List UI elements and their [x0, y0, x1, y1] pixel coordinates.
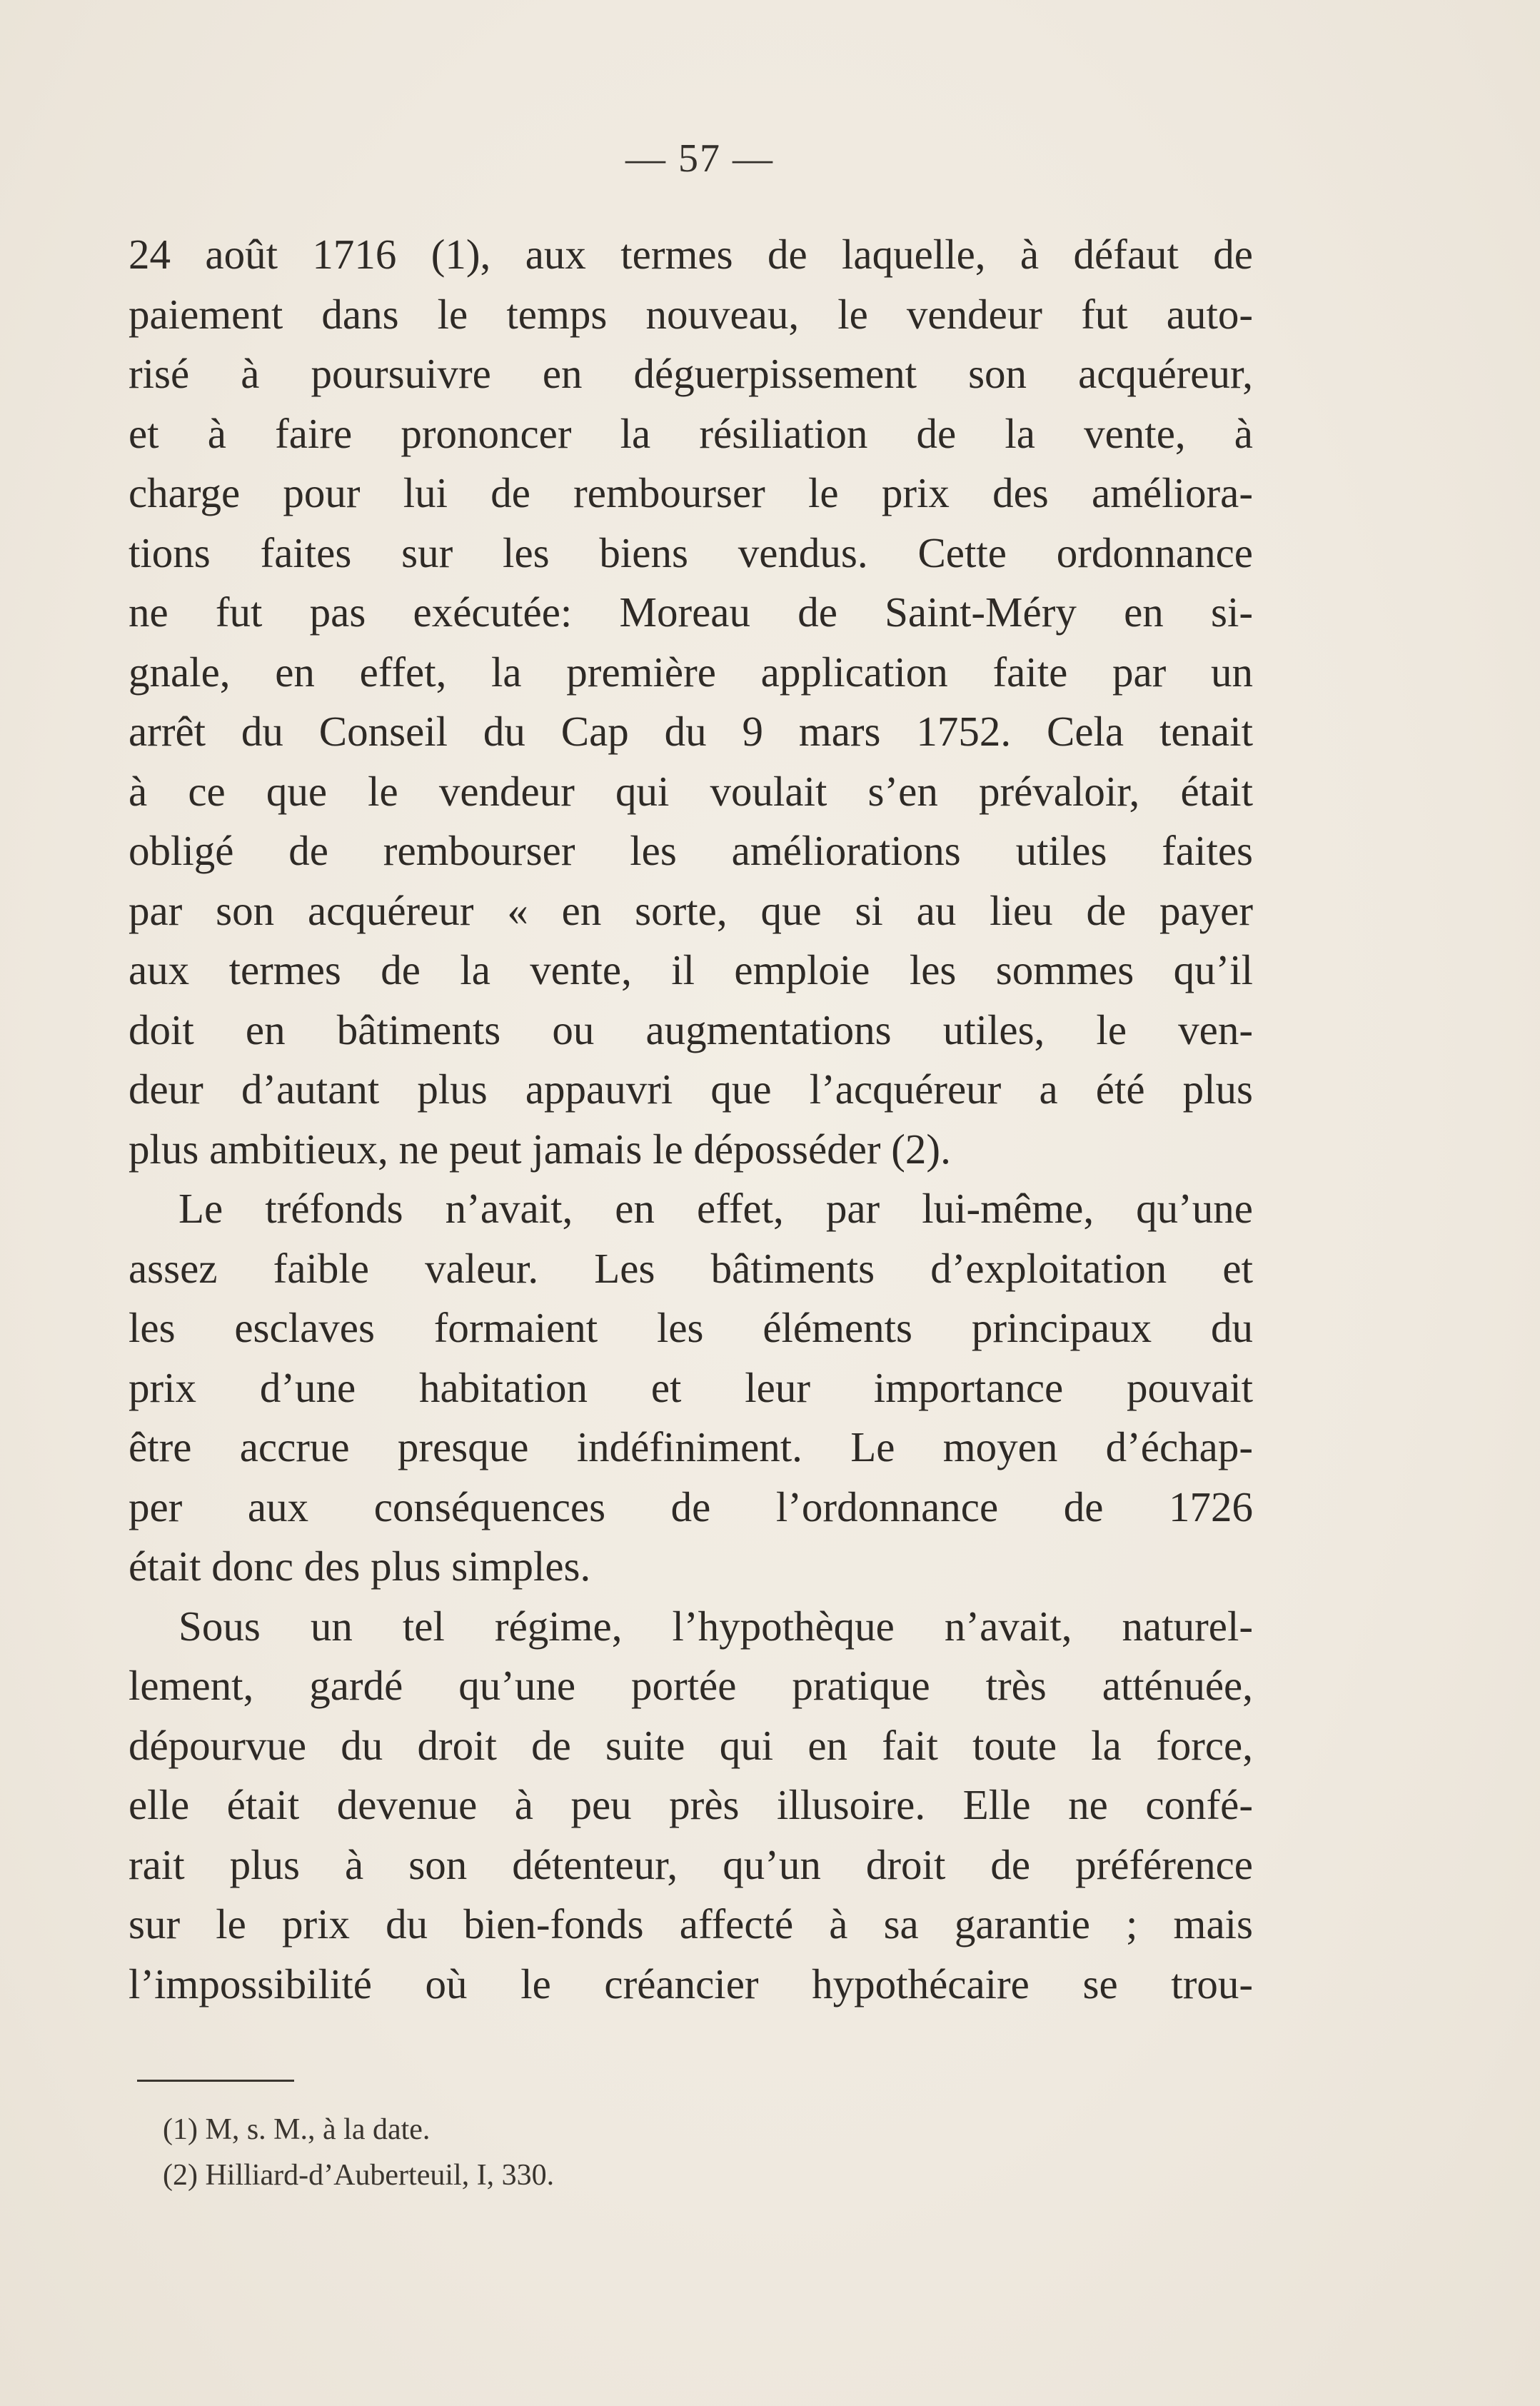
text-line: rait plus à son détenteur, qu’un droit de préférence: [129, 1840, 1253, 1888]
text-line: Sous un tel régime, l’hypothèque n’avait, naturel-: [178, 1602, 1253, 1650]
text-line: per aux conséquences de l’ordonnance de 1726: [129, 1483, 1253, 1530]
footnote: (2) Hilliard-d’Auberteuil, I, 330.: [163, 2159, 555, 2192]
text-line: prix d’une habitation et leur importance pouvait: [129, 1363, 1253, 1411]
text-line: lement, gardé qu’une portée pratique très atténuée,: [129, 1662, 1253, 1709]
text-line: à ce que le vendeur qui voulait s’en prévaloir, était: [129, 767, 1253, 815]
text-line: dépourvue du droit de suite qui en fait toute la force,: [129, 1721, 1253, 1769]
page-number: — 57 —: [625, 136, 774, 181]
text-line: être accrue presque indéfiniment. Le moyen d’échap-: [129, 1423, 1253, 1470]
text-line: l’impossibilité où le créancier hypothécaire se trou-: [129, 1960, 1253, 2007]
text-line: ne fut pas exécutée: Moreau de Saint-Méry en si-: [129, 588, 1253, 636]
text-line: arrêt du Conseil du Cap du 9 mars 1752. Cela tenait: [129, 708, 1253, 755]
text-line: les esclaves formaient les éléments principaux du: [129, 1304, 1253, 1351]
text-line: assez faible valeur. Les bâtiments d’exploitation et: [129, 1244, 1253, 1292]
text-line: elle était devenue à peu près illusoire. Elle ne confé-: [129, 1781, 1253, 1828]
text-line: charge pour lui de rembourser le prix des améliora-: [129, 469, 1253, 516]
text-line: tions faites sur les biens vendus. Cette ordonnance: [129, 528, 1253, 576]
text-line: doit en bâtiments ou augmentations utiles, le ven-: [129, 1006, 1253, 1053]
text-line: deur d’autant plus appauvri que l’acquéreur a été plus: [129, 1066, 1253, 1113]
text-line: Le tréfonds n’avait, en effet, par lui-même, qu’une: [178, 1185, 1253, 1232]
text-line: risé à poursuivre en déguerpissement son acquéreur,: [129, 350, 1253, 397]
text-line: plus ambitieux, ne peut jamais le déposséder (2).: [129, 1125, 951, 1173]
footnote-rule: [137, 2080, 294, 2082]
text-line: 24 août 1716 (1), aux termes de laquelle, à défaut de: [129, 231, 1253, 278]
text-line: paiement dans le temps nouveau, le vendeur fut auto-: [129, 290, 1253, 338]
text-line: obligé de rembourser les améliorations utiles faites: [129, 827, 1253, 874]
text-line: et à faire prononcer la résiliation de la vente, à: [129, 409, 1253, 457]
body-text: [129, 225, 1253, 2014]
text-line: aux termes de la vente, il emploie les sommes qu’il: [129, 946, 1253, 993]
text-line: était donc des plus simples.: [129, 1543, 591, 1590]
text-line: sur le prix du bien-fonds affecté à sa garantie ; mais: [129, 1900, 1253, 1948]
text-line: gnale, en effet, la première application faite par un: [129, 648, 1253, 696]
footnote: (1) M, s. M., à la date.: [163, 2113, 431, 2146]
footnotes: [163, 2107, 554, 2198]
text-line: par son acquéreur « en sorte, que si au lieu de payer: [129, 886, 1253, 934]
